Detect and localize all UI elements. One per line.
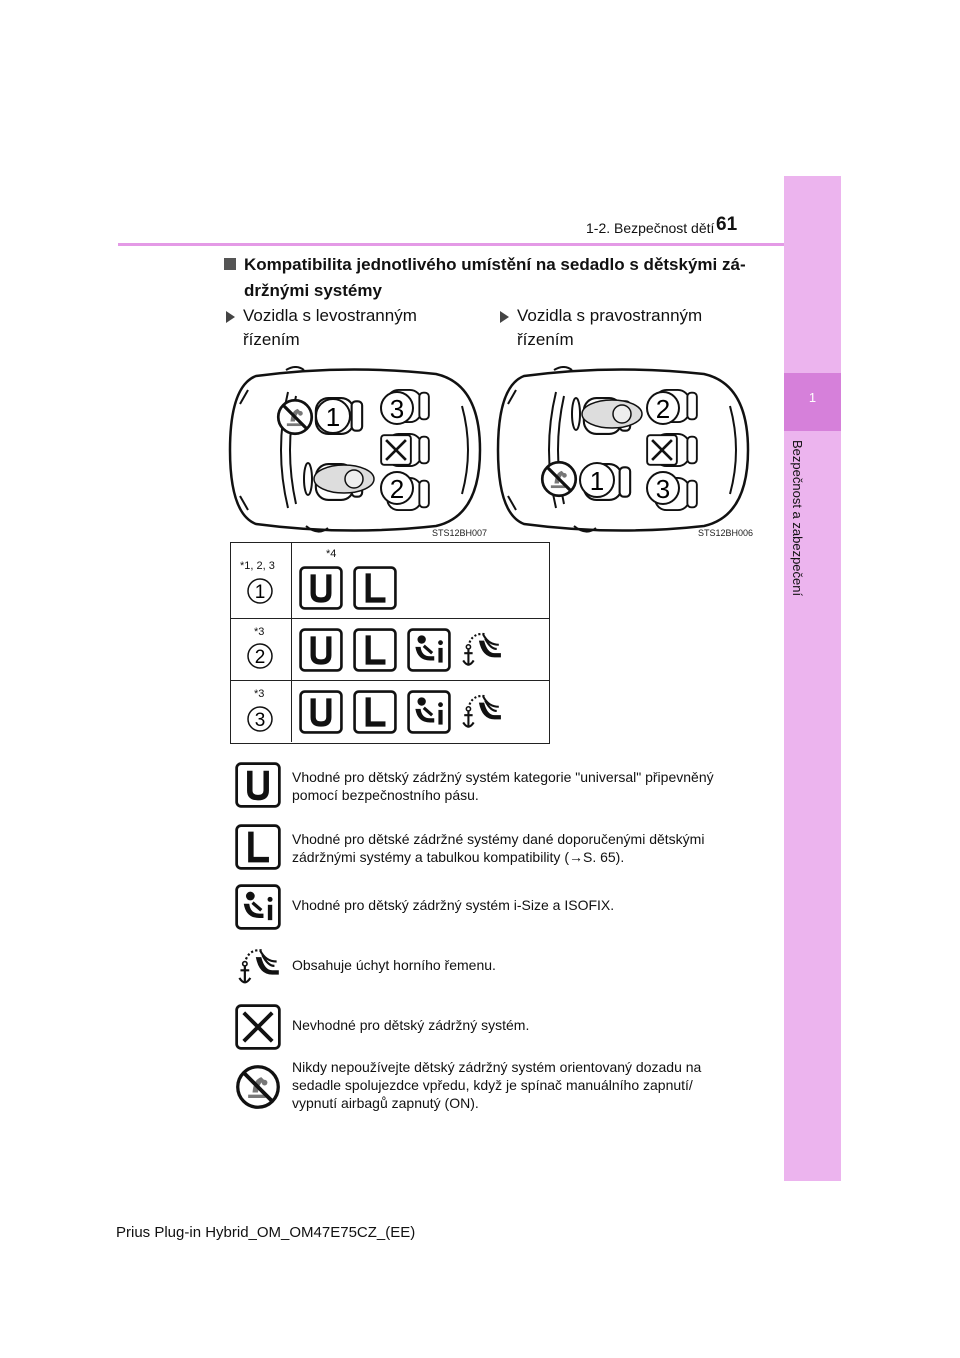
right-hand-drive-car-diagram xyxy=(494,366,752,534)
table-row-divider xyxy=(230,680,550,681)
side-tab-background xyxy=(784,176,841,1181)
table-row-note: *3 xyxy=(254,626,265,638)
triangle-bullet-icon xyxy=(226,311,235,323)
seat-number-3: 3 xyxy=(389,394,405,424)
seat-number-3: 3 xyxy=(655,474,671,504)
section-heading: Kompatibilita jednotlivého umístění na sedadlo s dětskými zá-držnými systémy xyxy=(244,255,746,300)
header-divider xyxy=(118,243,784,246)
seat-number-2: 2 xyxy=(389,474,405,504)
row3-note-text: 3 xyxy=(258,688,265,700)
row1-note-text: 1, 2, 3 xyxy=(244,560,275,572)
legend-x-icon xyxy=(235,1004,281,1050)
header-note-text: 4 xyxy=(330,548,337,560)
seat-number-1: 1 xyxy=(325,402,341,432)
legend-no-rear-line3: vypnutí airbagů zapnutý (ON). xyxy=(292,1095,479,1111)
legend-x-text xyxy=(292,1016,529,1034)
seat-number-2: 2 xyxy=(655,394,671,424)
right-variant-line1: Vozidla s pravostranným xyxy=(517,306,703,325)
legend-u-text xyxy=(292,768,714,804)
top-tether-anchor-icon xyxy=(458,628,504,672)
table-row-seat-number xyxy=(247,704,273,734)
figure-code-right: STS12BH006 xyxy=(698,528,754,538)
legend-no-rear-line2: sedadle spolujezdce vpředu, když je spínač manuálního zapnutí/ xyxy=(292,1077,693,1093)
legend-l-line1: Vhodné pro dětské zádržné systémy dané doporučenými dětskými xyxy=(292,831,705,847)
right-variant-line2: řízením xyxy=(517,330,574,349)
u-universal-icon xyxy=(299,566,343,610)
legend-no-rear-facing-icon xyxy=(235,1064,281,1110)
table-row-note: *3 xyxy=(254,688,265,700)
table-row-seat-number xyxy=(247,576,273,606)
legend-anchor-line1: Obsahuje úchyt horního řemenu. xyxy=(292,957,496,973)
heading-square-icon xyxy=(224,258,236,270)
l-semi-universal-icon xyxy=(353,690,397,734)
row1-seat-text: 1 xyxy=(254,582,266,603)
legend-x-line1: Nevhodné pro dětský zádržný systém. xyxy=(292,1017,530,1033)
legend-l-line2: zádržnými systémy a tabulkou kompatibility (→S. 65). xyxy=(292,849,625,865)
triangle-bullet-icon xyxy=(500,311,509,323)
legend-no-rear-facing-text xyxy=(292,1058,701,1112)
table-row-divider xyxy=(230,618,550,619)
footer-manual-code: Prius Plug-in Hybrid_OM_OM47E75CZ_(EE) xyxy=(116,1224,416,1241)
u-universal-icon xyxy=(299,628,343,672)
u-universal-icon xyxy=(299,690,343,734)
legend-u-line2: pomocí bezpečnostního pásu. xyxy=(292,787,479,803)
table-row-note: *1, 2, 3 xyxy=(240,560,275,572)
legend-l-text xyxy=(292,830,704,866)
table-header-note: *4 xyxy=(326,548,337,560)
seat-number-1: 1 xyxy=(589,466,605,496)
chapter-title: Bezpečnost a zabezpečení xyxy=(790,440,805,597)
isofix-icon xyxy=(407,628,451,672)
table-row-seat-number xyxy=(247,641,273,671)
legend-l-icon xyxy=(235,824,281,870)
legend-u-line1: Vhodné pro dětský zádržný systém kategorie "universal" připevněný xyxy=(292,769,714,785)
legend-isofix-text xyxy=(292,896,614,914)
isofix-icon xyxy=(407,690,451,734)
table-column-divider xyxy=(291,542,292,742)
legend-no-rear-line1: Nikdy nepoužívejte dětský zádržný systém orientovaný dozadu na xyxy=(292,1059,702,1075)
l-semi-universal-icon xyxy=(353,628,397,672)
right-hand-drive-label xyxy=(517,304,702,352)
row2-note-text: 3 xyxy=(258,626,265,638)
legend-isofix-line1: Vhodné pro dětský zádržný systém i-Size a ISOFIX. xyxy=(292,897,615,913)
row3-seat-text: 3 xyxy=(254,710,266,731)
left-hand-drive-label xyxy=(243,304,417,352)
legend-anchor-text xyxy=(292,956,496,974)
section-title: 1-2. Bezpečnost dětí xyxy=(586,220,715,236)
legend-isofix-icon xyxy=(235,884,281,930)
left-variant-line1: Vozidla s levostranným xyxy=(243,306,417,325)
chapter-number: 1 xyxy=(808,390,817,405)
top-tether-anchor-icon xyxy=(458,690,504,734)
left-variant-line2: řízením xyxy=(243,330,300,349)
page-number: 61 xyxy=(716,214,738,235)
figure-code-left: STS12BH007 xyxy=(432,528,488,538)
left-hand-drive-car-diagram xyxy=(226,366,484,534)
l-semi-universal-icon xyxy=(353,566,397,610)
legend-anchor-icon xyxy=(235,944,281,990)
legend-u-icon xyxy=(235,762,281,808)
row2-seat-text: 2 xyxy=(254,647,266,668)
